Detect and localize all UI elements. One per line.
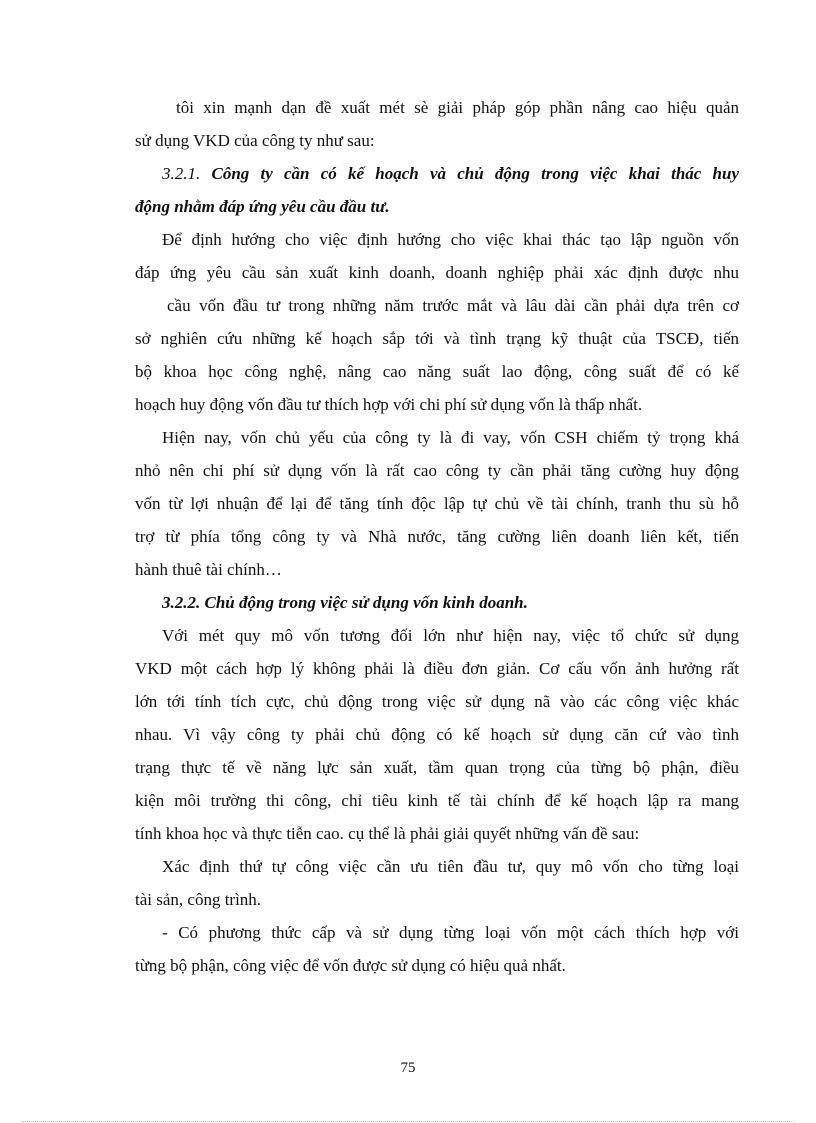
paragraph-line: VKD một cách hợp lý không phải là điều đơn giản. Cơ cấu vốn ảnh hưởng rất [135, 659, 739, 678]
paragraph-line: lớn tới tính tích cực, chủ động trong việc sử dụng nã vào các công việc khác [135, 692, 739, 711]
paragraph-line: trạng thực tế về năng lực sản xuất, tầm quan trọng của từng bộ phận, điều [135, 758, 739, 777]
paragraph-line: cầu vốn đầu tư trong những năm trước mắt và lâu dài cần phải dựa trên cơ [167, 296, 739, 315]
paragraph-line: tài sản, công trình. [135, 890, 262, 909]
paragraph-line: Xác định thứ tự công việc cần ưu tiên đầu tư, quy mô vốn cho từng loại [162, 857, 739, 876]
paragraph-line: sử dụng VKD của công ty như sau: [135, 131, 375, 150]
section-heading-3-2-2: 3.2.2. Chủ động trong việc sử dụng vốn kinh doanh. [162, 593, 528, 612]
paragraph-line: tôi xin mạnh dạn đề xuất mét sè giải pháp góp phần nâng cao hiệu quản [176, 98, 739, 117]
paragraph-line: Với mét quy mô vốn tương đối lớn như hiện nay, việc tổ chức sử dụng [162, 626, 739, 645]
page-number: 75 [400, 1060, 416, 1076]
paragraph-line: đáp ứng yêu cầu sản xuất kinh doanh, doanh nghiệp phải xác định được nhu [135, 263, 739, 282]
section-heading-continuation: động nhằm đáp ứng yêu cầu đầu tư. [135, 197, 390, 216]
section-number: 3.2.1. [162, 164, 201, 183]
paragraph-line: Để định hướng cho việc định hướng cho việc khai thác tạo lập nguồn vốn [162, 230, 739, 249]
footer-divider [22, 1121, 794, 1122]
paragraph-line: trợ từ phía tổng công ty và Nhà nước, tăng cường liên doanh liên kết, tiến [135, 527, 739, 546]
list-item-line: từng bộ phận, công việc để vốn được sử dụng có hiệu quả nhất. [135, 956, 566, 975]
body-text [135, 91, 739, 982]
paragraph-line: nhau. Vì vậy công ty phải chủ động có kế hoạch sử dụng căn cứ vào tình [135, 725, 739, 744]
section-title: Công ty cần có kế hoạch và chủ động trong việc khai thác huy [211, 164, 739, 183]
paragraph-line: Hiện nay, vốn chủ yếu của công ty là đi vay, vốn CSH chiếm tỷ trọng khá [162, 428, 739, 447]
paragraph-line: vốn từ lợi nhuận để lại để tăng tính độc lập tự chủ về tài chính, tranh thu sù hỗ [135, 494, 739, 513]
paragraph-line: tính khoa học và thực tiễn cao. cụ thể là phải giải quyết những vấn đề sau: [135, 824, 640, 843]
paragraph-line: hoạch huy động vốn đầu tư thích hợp với chi phí sử dụng vốn là thấp nhất. [135, 395, 643, 414]
paragraph-line: nhỏ nên chi phí sử dụng vốn là rất cao công ty cần phải tăng cường huy động [135, 461, 739, 480]
paragraph-line: hành thuê tài chính… [135, 560, 282, 579]
paragraph-line: kiện môi trường thi công, chỉ tiêu kinh tế tài chính để kế hoạch lập ra mang [135, 791, 739, 810]
list-item-line: - Có phương thức cấp và sử dụng từng loại vốn một cách thích hợp với [162, 923, 739, 942]
paragraph-line: sở nghiên cứu những kế hoạch sắp tới và tình trạng kỹ thuật của TSCĐ, tiến [135, 329, 739, 348]
paragraph-line: bộ khoa học công nghệ, nâng cao năng suất lao động, công suất để có kế [135, 362, 739, 381]
section-heading-3-2-1 [135, 157, 739, 190]
